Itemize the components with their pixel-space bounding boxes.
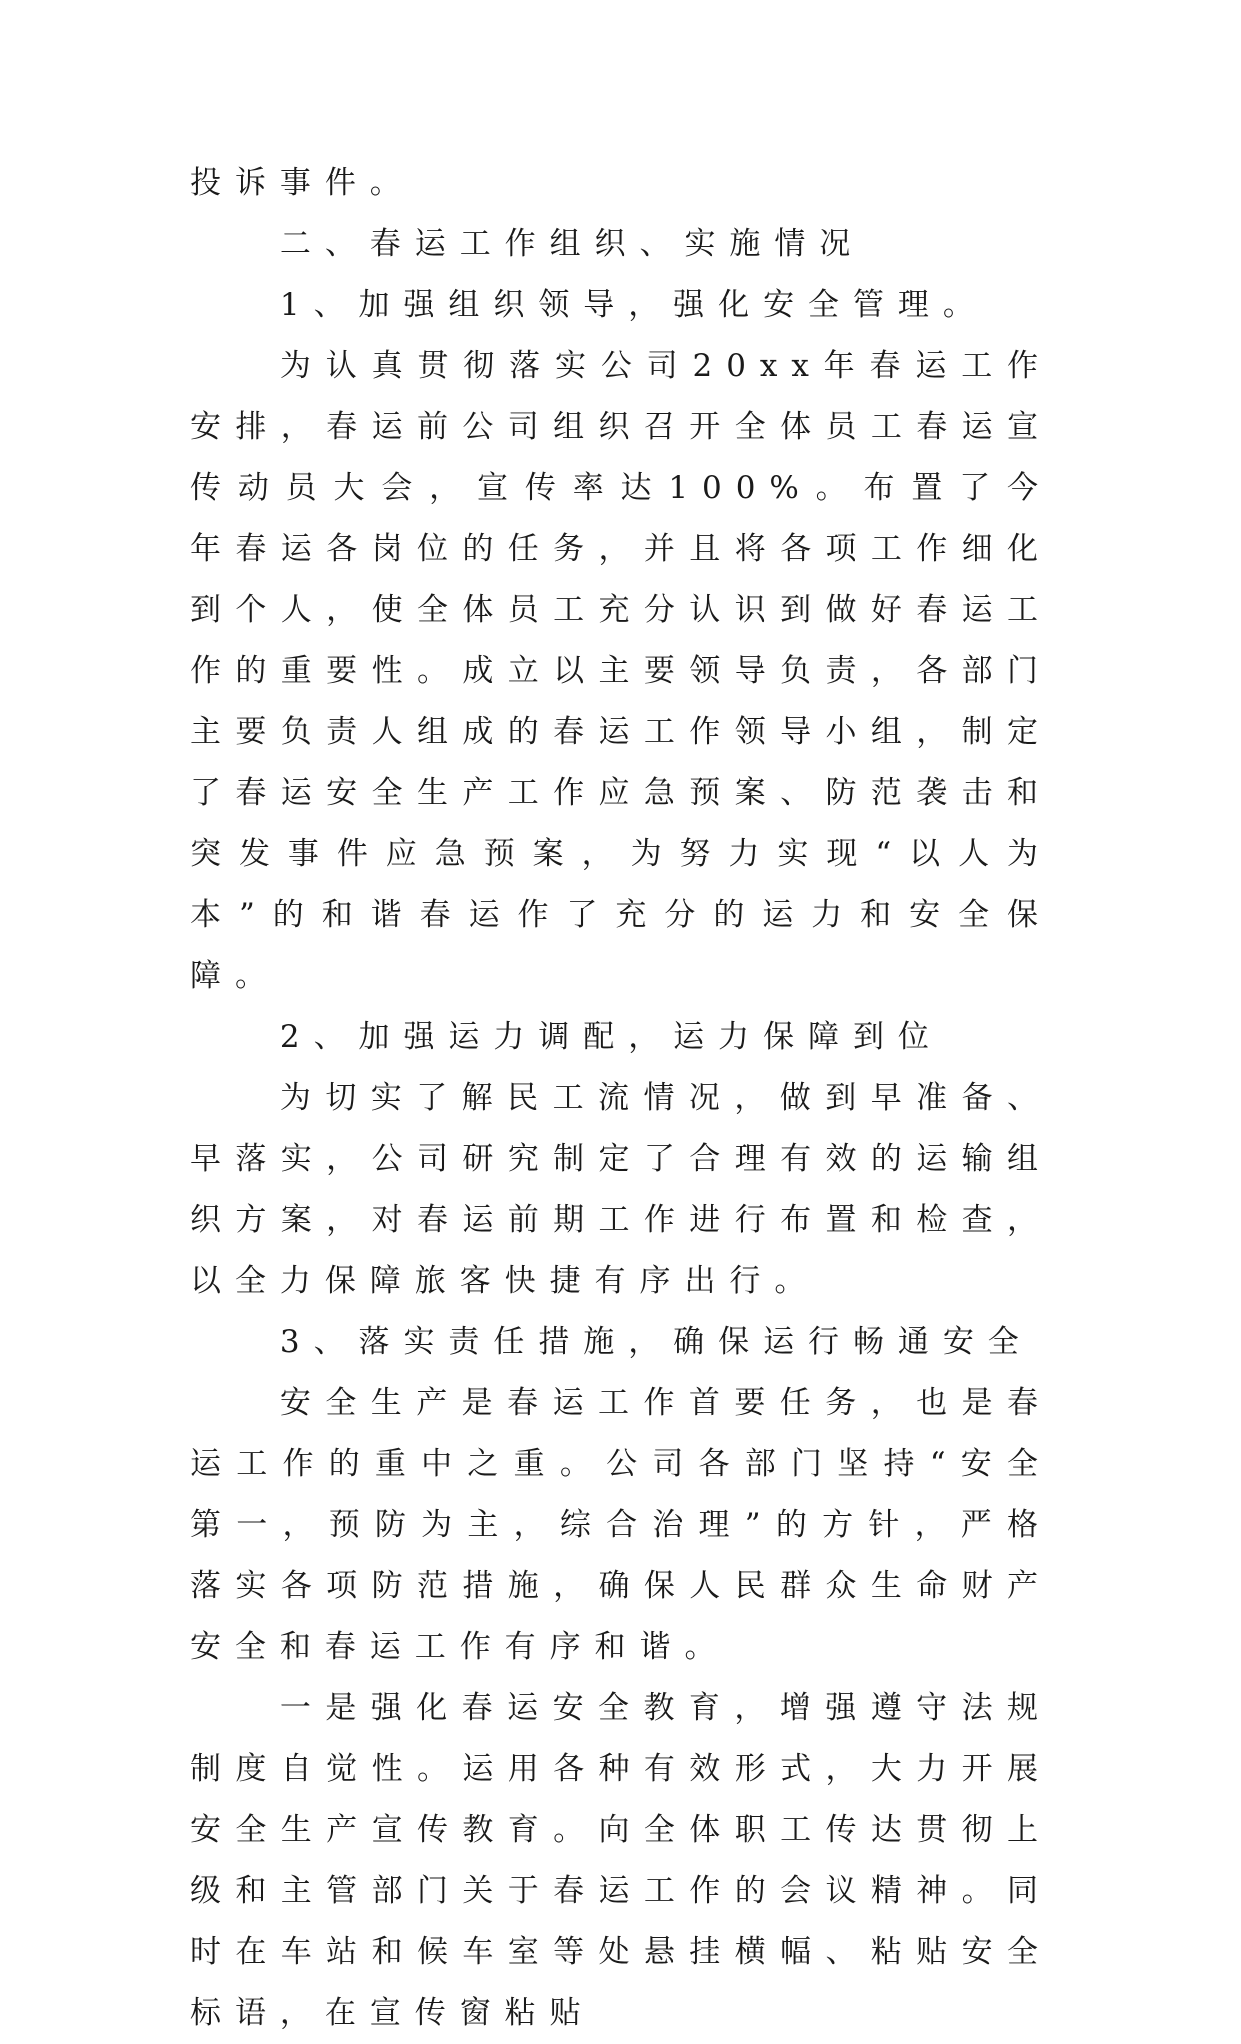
subheading-1: 1、加强组织领导，强化安全管理。 xyxy=(279,287,988,323)
paragraph-capacity: 为切实了解民工流情况，做到早准备、早落实，公司研究制定了合理有效的运输组织方案，对春运前期工作进行布置和检查，以全力保障旅客快捷有序出行。 xyxy=(190,1080,1052,1299)
paragraph-continuation: 投诉事件。 xyxy=(190,165,415,201)
paragraph-organization: 为认真贯彻落实公司20xx年春运工作安排，春运前公司组织召开全体员工春运宣传动员大会，宣传率达100%。布置了今年春运各岗位的任务，并且将各项工作细化到个人，使全体员工充分认识到做好春运工作的重要性。成立以主要领导负责，各部门主要负责人组成的春运工作领导小组，制定了春运安全生产工作应急预案、防范袭击和突发事件应急预案，为努力实现“以人为本”的和谐春运作了充分的运力和安全保障。 xyxy=(190,348,1052,994)
section-heading-2: 二、春运工作组织、实施情况 xyxy=(279,226,865,262)
subheading-3: 3、落实责任措施，确保运行畅通安全 xyxy=(279,1324,1033,1360)
document-body xyxy=(190,153,1052,2044)
subheading-2: 2、加强运力调配，运力保障到位 xyxy=(279,1019,943,1055)
paragraph-safety: 安全生产是春运工作首要任务，也是春运工作的重中之重。公司各部门坚持“安全第一，预防为主，综合治理”的方针，严格落实各项防范措施，确保人民群众生命财产安全和春运工作有序和谐。 xyxy=(190,1385,1052,1665)
paragraph-education: 一是强化春运安全教育，增强遵守法规制度自觉性。运用各种有效形式，大力开展安全生产宣传教育。向全体职工传达贯彻上级和主管部门关于春运工作的会议精神。同时在车站和候车室等处悬挂横幅、粘贴安全标语，在宣传窗粘贴 xyxy=(190,1690,1052,2031)
